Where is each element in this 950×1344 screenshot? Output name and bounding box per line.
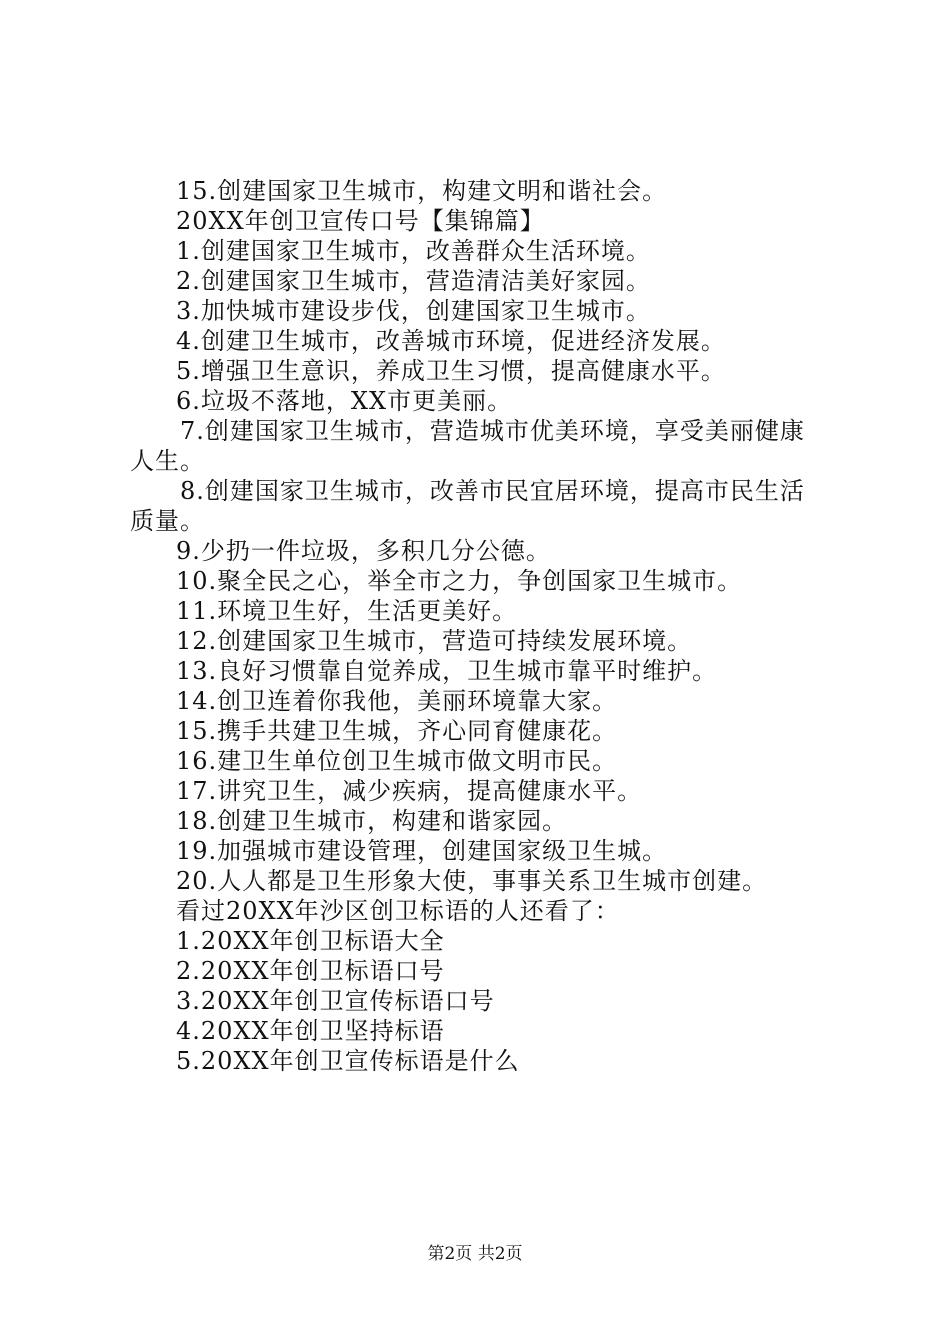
related-item: 4.20XX年创卫坚持标语: [176, 1017, 445, 1045]
text-line-continuation: 质量。: [130, 507, 205, 535]
text-line: 3.加快城市建设步伐，创建国家卫生城市。: [176, 297, 651, 325]
text-line: 1.创建国家卫生城市，改善群众生活环境。: [176, 237, 651, 265]
text-line: 9.少扔一件垃圾，多积几分公德。: [176, 537, 551, 565]
text-line: 20.人人都是卫生形象大使，事事关系卫生城市创建。: [176, 867, 768, 895]
text-line: 2.创建国家卫生城市，营造清洁美好家园。: [176, 267, 651, 295]
page-footer: 第2页 共2页: [427, 1244, 523, 1264]
text-line: 6.垃圾不落地，XX市更美丽。: [176, 387, 513, 415]
related-item: 5.20XX年创卫宣传标语是什么: [176, 1047, 520, 1075]
text-line: 10.聚全民之心，举全市之力，争创国家卫生城市。: [176, 567, 743, 595]
text-line: 5.增强卫生意识，养成卫生习惯，提高健康水平。: [176, 357, 726, 385]
section-heading: 20XX年创卫宣传口号【集锦篇】: [176, 207, 545, 235]
text-line: 11.环境卫生好，生活更美好。: [176, 597, 518, 625]
text-line: 16.建卫生单位创卫生城市做文明市民。: [176, 747, 618, 775]
text-line: 14.创卫连着你我他，美丽环境靠大家。: [176, 687, 618, 715]
document-body: [130, 176, 830, 1076]
text-line: 19.加强城市建设管理，创建国家级卫生城。: [176, 837, 668, 865]
related-item: 3.20XX年创卫宣传标语口号: [176, 987, 495, 1015]
text-line: 4.创建卫生城市，改善城市环境，促进经济发展。: [176, 327, 726, 355]
text-line-continuation: 人生。: [130, 447, 205, 475]
text-line: 8.创建国家卫生城市，改善市民宜居环境，提高市民生活: [180, 477, 805, 505]
text-line: 18.创建卫生城市，构建和谐家园。: [176, 807, 568, 835]
related-item: 2.20XX年创卫标语口号: [176, 957, 445, 985]
text-line: 15.携手共建卫生城，齐心同育健康花。: [176, 717, 618, 745]
text-line: 7.创建国家卫生城市，营造城市优美环境，享受美丽健康: [180, 417, 805, 445]
text-line: 12.创建国家卫生城市，营造可持续发展环境。: [176, 627, 693, 655]
text-line: 17.讲究卫生，减少疾病，提高健康水平。: [176, 777, 643, 805]
text-line: 15.创建国家卫生城市，构建文明和谐社会。: [176, 177, 668, 205]
related-item: 1.20XX年创卫标语大全: [176, 927, 445, 955]
text-line: 13.良好习惯靠自觉养成，卫生城市靠平时维护。: [176, 657, 718, 685]
related-heading: 看过20XX年沙区创卫标语的人还看了：: [176, 897, 620, 925]
